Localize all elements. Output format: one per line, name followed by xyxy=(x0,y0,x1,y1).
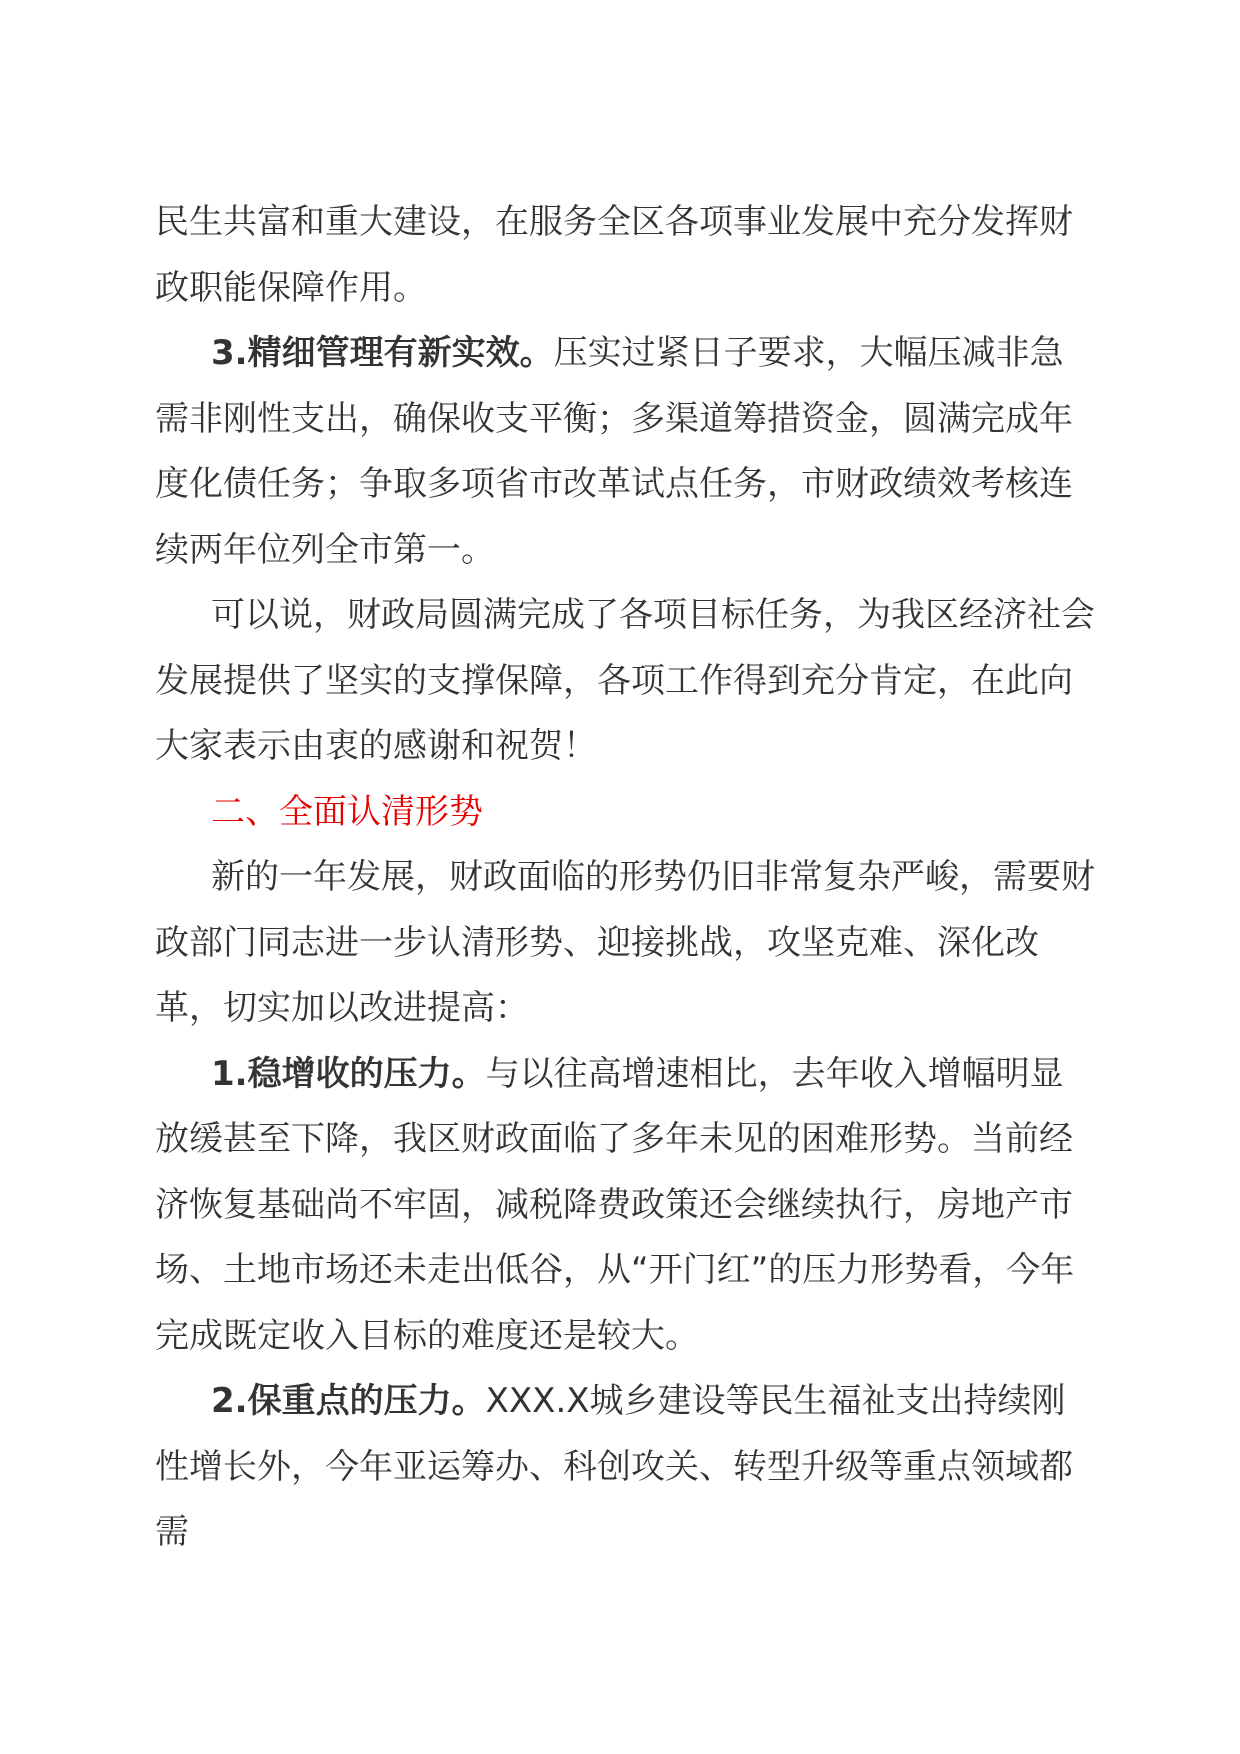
paragraph-priority-pressure xyxy=(155,1369,1095,1566)
document-page xyxy=(155,190,1095,1566)
paragraph-revenue-pressure xyxy=(155,1042,1095,1370)
item-title-priority-pressure: 2.保重点的压力。 xyxy=(211,1381,486,1421)
paragraph-summary: 可以说，财政局圆满完成了各项目标任务，为我区经济社会发展提供了坚实的支撑保障，各项工作得到充分肯定，在此向大家表示由衷的感谢和祝贺！ xyxy=(155,595,1095,766)
section-heading: 二、全面认清形势 xyxy=(211,791,483,832)
item-body-revenue-pressure: 与以往高增速相比，去年收入增幅明显放缓甚至下降，我区财政面临了多年未见的困难形势。当前经济恢复基础尚不牢固，减税降费政策还会继续执行，房地产市场、土地市场还未走出低谷，从“开门红”的压力形势看，今年完成既定收入目标的难度还是较大。 xyxy=(155,1053,1075,1356)
item-body-fine-management: 压实过紧日子要求，大幅压减非急需非刚性支出，确保收支平衡；多渠道筹措资金，圆满完成年度化债任务；争取多项省市改革试点任务，市财政绩效考核连续两年位列全市第一。 xyxy=(155,333,1073,570)
paragraph-fine-management xyxy=(155,321,1095,583)
item-title-revenue-pressure: 1.稳增收的压力。 xyxy=(211,1053,486,1094)
paragraph-continuation: 民生共富和重大建设，在服务全区各项事业发展中充分发挥财政职能保障作用。 xyxy=(155,202,1073,308)
item-title-fine-management: 3.精细管理有新实效。 xyxy=(211,333,554,373)
item-body-priority-pressure: XXX.X城乡建设等民生福祉支出持续刚性增长外，今年亚运筹办、科创攻关、转型升级等重点领域都需 xyxy=(155,1381,1073,1552)
paragraph-situation-intro: 新的一年发展，财政面临的形势仍旧非常复杂严峻，需要财政部门同志进一步认清形势、迎接挑战，攻坚克难、深化改革，切实加以改进提高： xyxy=(155,857,1095,1028)
